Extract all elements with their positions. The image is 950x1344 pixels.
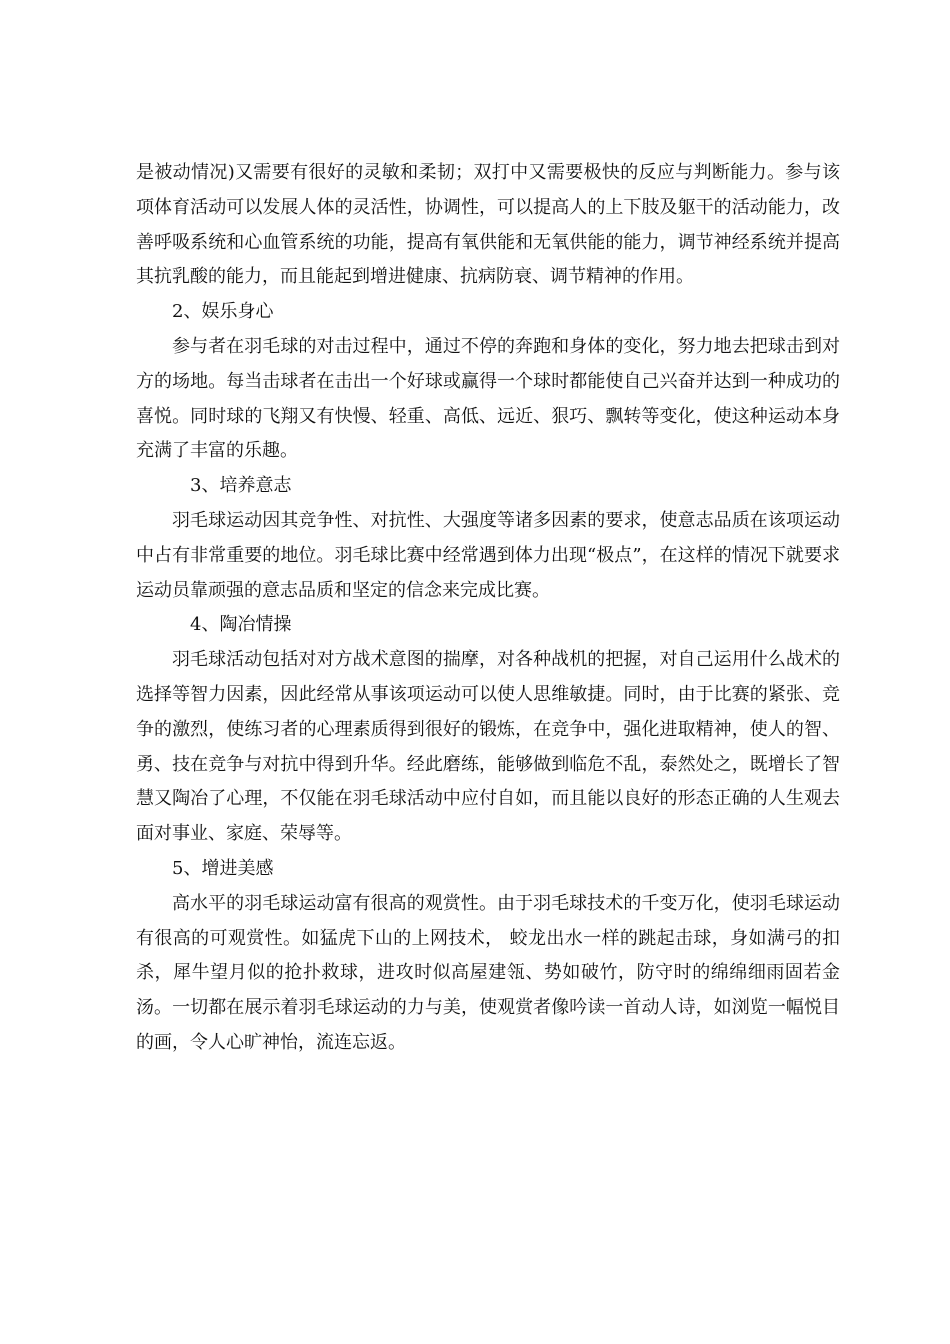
heading-entertainment: 2、娱乐身心: [172, 301, 274, 323]
paragraph-entertainment: 参与者在羽毛球的对击过程中，通过不停的奔跑和身体的变化，努力地去把球击到对方的场地。每当击球者在击出一个好球或赢得一个球时都能使自己兴奋并达到一种成功的喜悦。同时球的飞翔又有快慢、轻重、高低、远近、狠巧、飘转等变化，使这种运动本身充满了丰富的乐趣。: [136, 335, 840, 462]
paragraph-aesthetics: 高水平的羽毛球运动富有很高的观赏性。由于羽毛球技术的千变万化，使羽毛球运动有很高的可观赏性。如猛虎下山的上网技术， 蛟龙出水一样的跳起击球，身如满弓的扣杀，犀牛望月似的抢扑救球，进攻时似高屋建瓴、势如破竹，防守时的绵绵细雨固若金汤。一切都在展示着羽毛球运动的力与美，使观赏者像吟读一首动人诗，如浏览一幅悦目的画，令人心旷神怡，流连忘返。: [136, 892, 840, 1053]
paragraph-willpower: 羽毛球运动因其竞争性、对抗性、大强度等诸多因素的要求，使意志品质在该项运动中占有非常重要的地位。羽毛球比赛中经常遇到体力出现“极点”，在这样的情况下就要求运动员靠顽强的意志品质和坚定的信念来完成比赛。: [136, 509, 840, 601]
heading-character: 4、陶冶情操: [190, 614, 292, 636]
heading-willpower: 3、培养意志: [190, 475, 292, 497]
heading-aesthetics: 5、增进美感: [172, 857, 274, 879]
paragraph-physical-benefits: 是被动情况)又需要有很好的灵敏和柔韧；双打中又需要极快的反应与判断能力。参与该项体育活动可以发展人体的灵活性，协调性，可以提高人的上下肢及躯干的活动能力，改善呼吸系统和心血管系统的功能，提高有氧供能和无氧供能的能力，调节神经系统并提高其抗乳酸的能力，而且能起到增进健康、抗病防衰、调节精神的作用。: [136, 162, 840, 288]
paragraph-character: 羽毛球活动包括对对方战术意图的揣摩，对各种战机的把握，对自己运用什么战术的选择等智力因素，因此经常从事该项运动可以使人思维敏捷。同时，由于比赛的紧张、竞争的激烈，使练习者的心理素质得到很好的锻炼，在竞争中，强化进取精神，使人的智、勇、技在竞争与对抗中得到升华。经此磨练，能够做到临危不乱，泰然处之，既增长了智慧又陶冶了心理，不仅能在羽毛球活动中应付自如，而且能以良好的形态正确的人生观去面对事业、家庭、荣辱等。: [136, 649, 840, 845]
document-page: [136, 156, 840, 1061]
